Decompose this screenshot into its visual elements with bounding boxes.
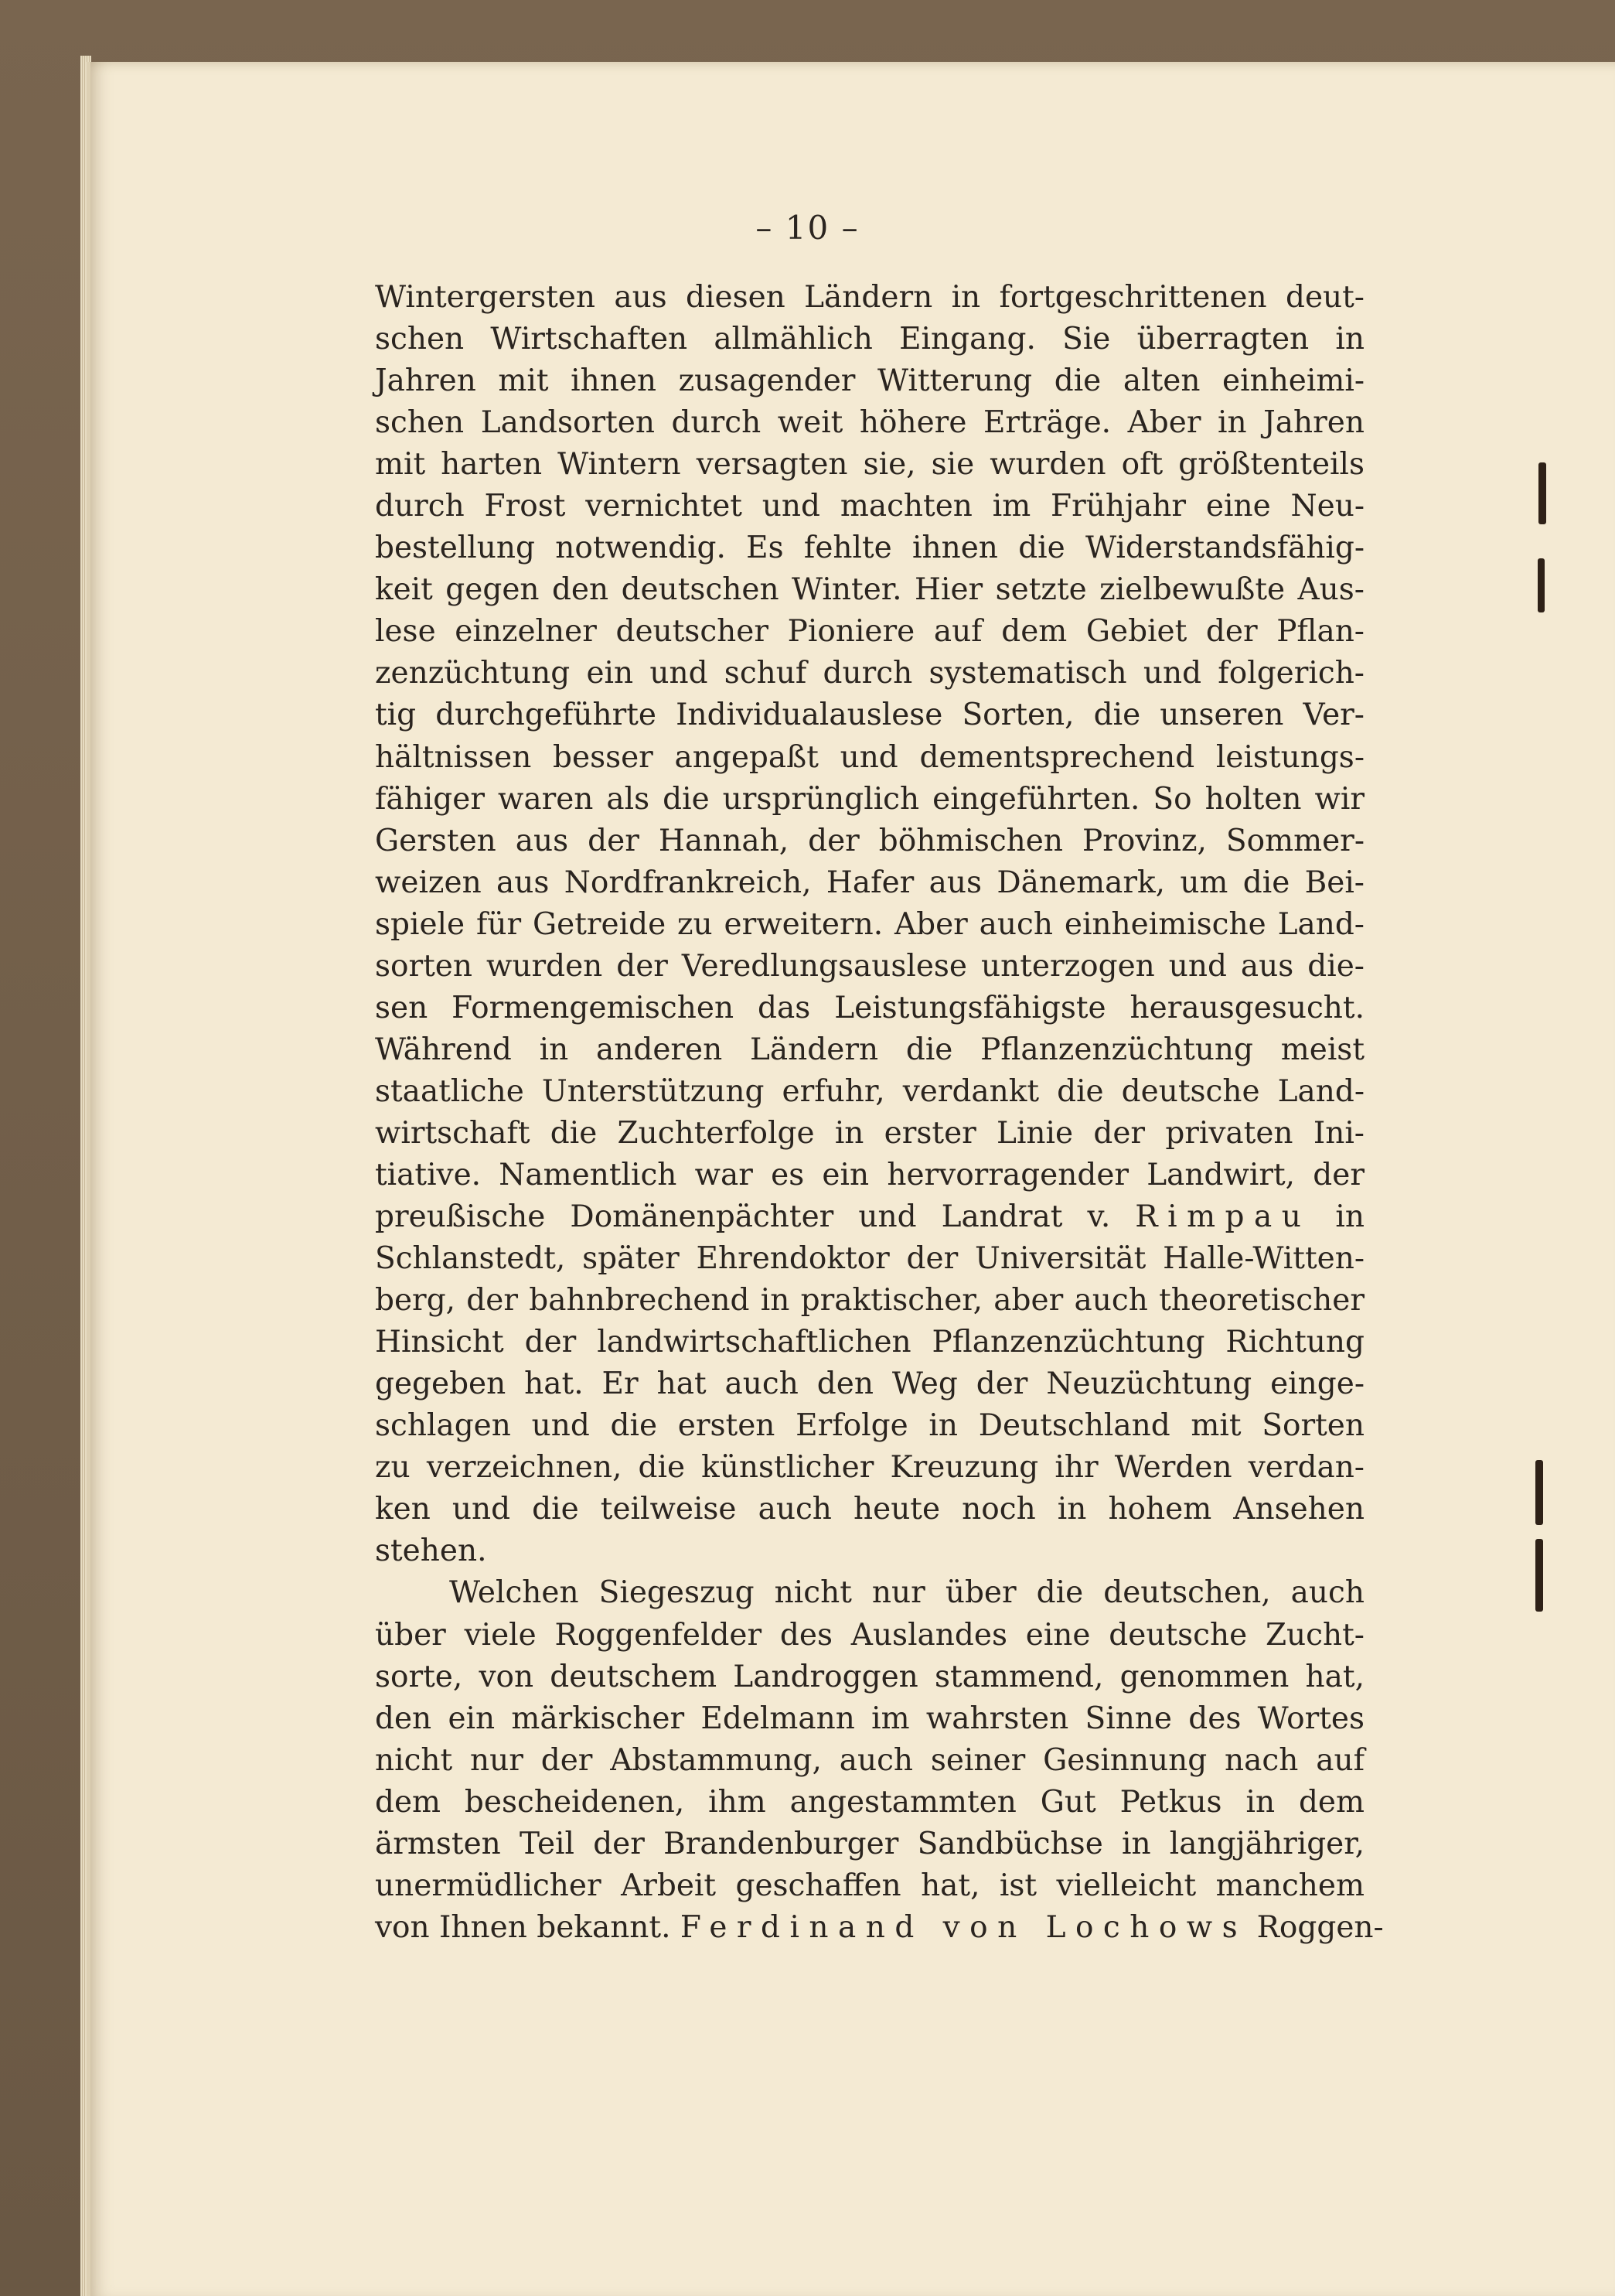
binding-mark	[1535, 1539, 1543, 1612]
text-line: Wintergersten aus diesen Ländern in fortgeschrittenen deut-	[375, 280, 1365, 315]
binding-mark	[1538, 462, 1546, 524]
body-text	[375, 277, 1384, 1949]
text-line: weizen aus Nordfrankreich, Hafer aus Dänemark, um die Bei-	[375, 865, 1365, 900]
text-line: Jahren mit ihnen zusagender Witterung die alten einheimi-	[375, 363, 1365, 399]
binding-mark	[1535, 1460, 1543, 1525]
binding-mark	[1538, 558, 1545, 612]
text-line: zu verzeichnen, die künstlicher Kreuzung ihr Werden verdan-	[375, 1450, 1365, 1486]
text-line: spiele für Getreide zu erweitern. Aber auch einheimische Land-	[375, 906, 1365, 942]
text-line: dem bescheidenen, ihm angestammten Gut Petkus in dem	[375, 1784, 1365, 1820]
text-line: unermüdlicher Arbeit geschaffen hat, ist vielleicht manchem	[375, 1868, 1365, 1903]
text-line: durch Frost vernichtet und machten im Frühjahr eine Neu-	[375, 489, 1365, 524]
text-line: Hinsicht der landwirtschaftlichen Pflanzenzüchtung Richtung	[375, 1325, 1365, 1360]
text-line: keit gegen den deutschen Winter. Hier setzte zielbewußte Aus-	[375, 572, 1365, 608]
text-line: schen Landsorten durch weit höhere Erträge. Aber in Jahren	[375, 405, 1365, 441]
text-line: den ein märkischer Edelmann im wahrsten Sinne des Wortes	[375, 1701, 1365, 1736]
text-line: tig durchgeführte Individualauslese Sorten, die unseren Ver-	[375, 698, 1365, 733]
text-line: zenzüchtung ein und schuf durch systematisch und folgerich-	[375, 656, 1365, 691]
text-line: lese einzelner deutscher Pioniere auf dem Gebiet der Pflan-	[375, 614, 1365, 650]
text-line: stehen.	[375, 1534, 487, 1569]
text-line: sen Formengemischen das Leistungsfähigste herausgesucht.	[375, 990, 1365, 1025]
text-line: hältnissen besser angepaßt und dementsprechend leistungs-	[375, 739, 1365, 775]
text-segment: preußische Domänenpächter und Landrat v.	[375, 1199, 1136, 1235]
page-number: – 10 –	[755, 209, 860, 247]
text-line: Während in anderen Ländern die Pflanzenzüchtung meist	[375, 1032, 1365, 1067]
text-line	[375, 1907, 1384, 1949]
text-line: sorte, von deutschem Landroggen stammend, genommen hat,	[375, 1659, 1365, 1694]
text-line: staatliche Unterstützung erfuhr, verdankt die deutsche Land-	[375, 1073, 1365, 1109]
text-line: nicht nur der Abstammung, auch seiner Gesinnung nach auf	[375, 1742, 1365, 1778]
text-line: ärmsten Teil der Brandenburger Sandbüchse in langjähriger,	[375, 1826, 1365, 1861]
text-line: gegeben hat. Er hat auch den Weg der Neuzüchtung einge-	[375, 1366, 1365, 1402]
text-line: Gersten aus der Hannah, der böhmischen Provinz, Sommer-	[375, 823, 1365, 858]
text-segment: Roggen-	[1247, 1909, 1384, 1945]
text-line: bestellung notwendig. Es fehlte ihnen die Widerstandsfähig-	[375, 531, 1365, 566]
text-line: ken und die teilweise auch heute noch in hohem Ansehen	[375, 1492, 1365, 1527]
text-line: tiative. Namentlich war es ein hervorragender Landwirt, der	[375, 1157, 1365, 1192]
text-line: mit harten Wintern versagten sie, sie wurden oft größtenteils	[375, 447, 1365, 483]
text-segment: von Ihnen bekannt.	[375, 1909, 680, 1945]
text-line: berg, der bahnbrechend in praktischer, aber auch theoretischer	[375, 1283, 1365, 1319]
text-line: über viele Roggenfelder des Auslandes eine deutsche Zucht-	[375, 1617, 1365, 1653]
text-line: wirtschaft die Zuchterfolge in erster Linie der privaten Ini-	[375, 1115, 1365, 1151]
text-line: Schlanstedt, später Ehrendoktor der Universität Halle-Witten-	[375, 1241, 1365, 1277]
text-line: sorten wurden der Veredlungsauslese unterzogen und aus die-	[375, 948, 1365, 984]
text-line: schen Wirtschaften allmählich Eingang. Sie überragten in	[375, 322, 1365, 357]
text-segment: in	[1310, 1199, 1365, 1235]
text-line	[375, 1196, 1365, 1238]
text-line: schlagen und die ersten Erfolge in Deutschland mit Sorten	[375, 1408, 1365, 1444]
text-line: fähiger waren als die ursprünglich eingeführten. So holten wir	[375, 781, 1365, 817]
emphasized-name: Rimpau	[1135, 1199, 1311, 1235]
text-line: Welchen Siegeszug nicht nur über die deutschen, auch	[449, 1575, 1365, 1611]
emphasized-name: Ferdinand von Lochows	[680, 1909, 1248, 1945]
